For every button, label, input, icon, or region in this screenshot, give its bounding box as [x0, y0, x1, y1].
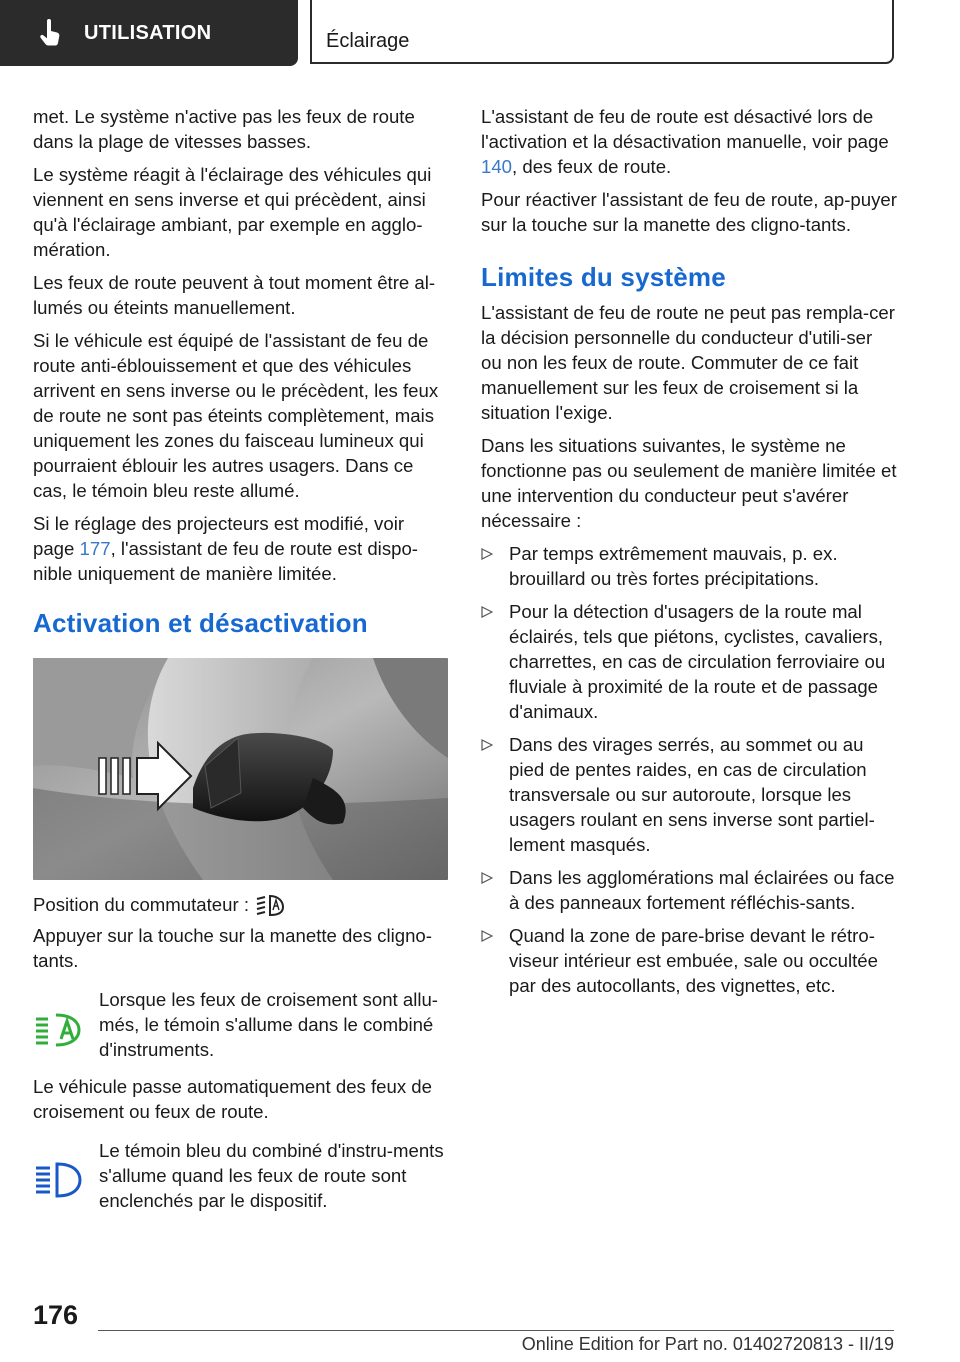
indicator-text: Lorsque les feux de croisement sont allu-més, le témoin s'allume dans le combiné d'instruments. [99, 989, 438, 1060]
paragraph: Le système réagit à l'éclairage des véhicules qui viennent en sens inverse et qui précèdent, ainsi qu'à l'éclairage ambiant, par exemple en agglo-mération. [33, 164, 432, 260]
triangle-bullet-icon [481, 739, 493, 751]
paragraph: Pour réactiver l'assistant de feu de route, ap-puyer sur la touche sur la manette des cligno-tants. [481, 189, 897, 235]
triangle-bullet-icon [481, 930, 493, 942]
list-item [481, 923, 897, 998]
page-link[interactable]: 177 [79, 538, 111, 559]
caption-text: Position du commutateur : [33, 894, 249, 915]
text: , l'assistant de feu de route est dispo-nible uniquement de manière limitée. [33, 538, 418, 584]
stalk-switch-photo [33, 658, 448, 880]
triangle-bullet-icon [481, 606, 493, 618]
section-heading: Activation et désactivation [33, 608, 368, 638]
paragraph [33, 511, 448, 586]
paragraph: Si le véhicule est équipé de l'assistant de feu de route anti-éblouissement et que des véhicules arrivent en sens inverse ou le précèdent, les feux de route ne sont pas éteints complètement, mais uniquement les zones du faisceau lumineux qui pourraient éblouir les autres usagers. Dans ce cas, le témoin bleu reste allumé. [33, 330, 439, 501]
hand-pointer-icon [38, 19, 64, 47]
high-beam-indicator-icon [33, 1160, 83, 1200]
page-header [0, 0, 960, 66]
section-title: UTILISATION [84, 21, 212, 44]
list-item-text: Quand la zone de pare-brise devant le rétro-viseur intérieur est embuée, sale ou occultée par des autocollants, des vignettes, etc. [509, 925, 878, 996]
list-item-text: Dans des virages serrés, au sommet ou au pied de pentes raides, en cas de circulation transversale ou sur autoroute, lorsque les usagers roulant en sens inverse sont partiel-lement masqués. [509, 734, 875, 855]
indicator-note [33, 987, 448, 1062]
paragraph: Le véhicule passe automatiquement des feux de croisement ou feux de route. [33, 1076, 432, 1122]
list-item-text: Pour la détection d'usagers de la route mal éclairés, tels que piétons, cyclistes, cavaliers, charrettes, en cas de circulation ferroviaire ou fluviale à proximité de la route et de passage d'animaux. [509, 601, 886, 722]
text: , des feux de route. [512, 156, 672, 177]
paragraph: met. Le système n'active pas les feux de route dans la plage de vitesses basses. [33, 106, 415, 152]
triangle-bullet-icon [481, 548, 493, 560]
text: Si le réglage des projecteurs est modifié, voir page [33, 513, 405, 559]
right-column [481, 104, 897, 1006]
auto-high-beam-indicator-icon [33, 1009, 83, 1049]
paragraph: Dans les situations suivantes, le système ne fonctionne pas ou seulement de manière limitée et une intervention du conducteur peut s'avérer nécessaire : [481, 435, 897, 531]
triangle-bullet-icon [481, 872, 493, 884]
list-item-text: Dans les agglomérations mal éclairées ou face à des panneaux fortement réfléchis-sants. [509, 867, 895, 913]
text: L'assistant de feu de route est désactivé lors de l'activation et la désactivation manuelle, voir page [481, 106, 889, 152]
paragraph: Appuyer sur la touche sur la manette des cligno-tants. [33, 925, 432, 971]
section-heading: Limites du système [481, 262, 726, 292]
photo-caption [33, 892, 448, 917]
list-item [481, 541, 897, 591]
paragraph [481, 104, 897, 179]
list-item [481, 732, 897, 857]
left-column [33, 104, 448, 1225]
page-link[interactable]: 140 [481, 156, 513, 177]
list-item-text: Par temps extrêmement mauvais, p. ex. brouillard ou très fortes précipitations. [509, 543, 838, 589]
breadcrumb-label: Éclairage [326, 30, 410, 52]
auto-high-beam-icon [255, 893, 285, 917]
footer-divider [98, 1330, 894, 1331]
paragraph: L'assistant de feu de route ne peut pas rempla-cer la décision personnelle du conducteur d'utili-ser ou non les feux de route. Commuter de ce fait manuellement sur les feux de croisement si la situation l'exige. [481, 302, 895, 423]
list-item [481, 865, 897, 915]
limitations-list [481, 541, 897, 998]
section-tab [0, 0, 298, 66]
list-item [481, 599, 897, 724]
paragraph: Les feux de route peuvent à tout moment être al-lumés ou éteints manuellement. [33, 272, 436, 318]
edition-note: Online Edition for Part no. 01402720813 - II/19 [521, 1334, 894, 1354]
breadcrumb [310, 0, 894, 64]
page-number: 176 [33, 1300, 79, 1330]
indicator-note [33, 1138, 448, 1213]
indicator-text: Le témoin bleu du combiné d'instru-ments s'allume quand les feux de route sont enclenchés par le dispositif. [99, 1140, 444, 1211]
